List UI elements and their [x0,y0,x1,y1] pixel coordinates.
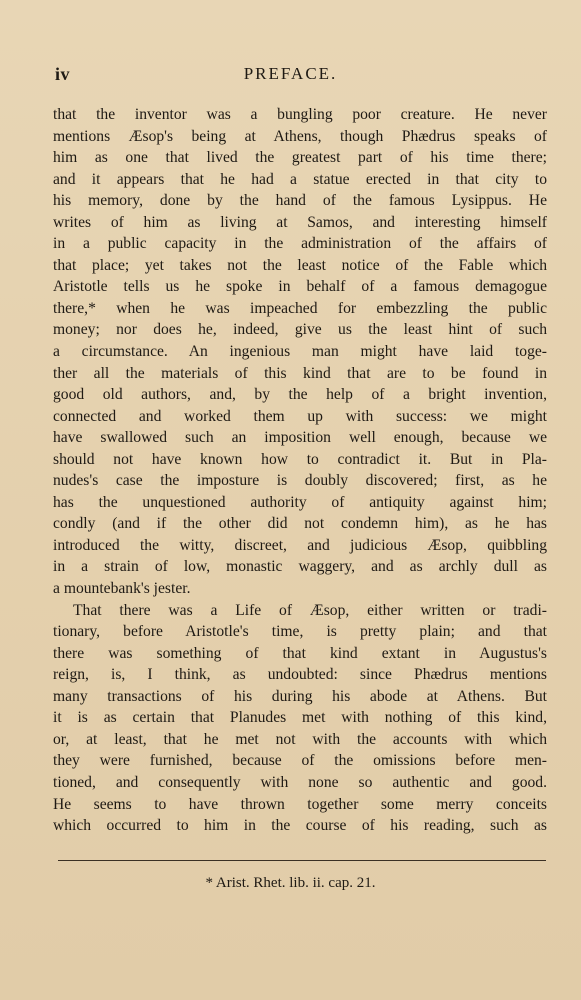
text-line: nudes's case the imposture is doubly discovered; first, as he [53,472,547,490]
page-number: iv [55,64,71,84]
footnote: * Arist. Rhet. lib. ii. cap. 21. [205,875,376,891]
text-line: writes of him as living at Samos, and interesting himself [53,213,547,231]
text-line: in a public capacity in the administration of the affairs of [53,235,547,253]
text-line: they were furnished, because of the omissions before men- [53,752,547,770]
text-line: good old authors, and, by the help of a bright invention, [53,386,547,404]
text-line: tionary, before Aristotle's time, is pretty plain; and that [53,623,547,641]
text-line: there,* when he was impeached for embezzling the public [53,299,547,317]
text-line: mentions Æsop's being at Athens, though Phædrus speaks of [53,127,547,145]
text-line: many transactions of his during his abode at Athens. But [53,687,547,705]
text-line: Aristotle tells us he spoke in behalf of a famous demagogue [53,278,547,296]
text-line: has the unquestioned authority of antiquity against him; [53,493,547,511]
text-line: his memory, done by the hand of the famous Lysippus. He [53,192,547,210]
text-line: a mountebank's jester. [53,580,191,598]
text-line: that the inventor was a bungling poor creature. He never [53,106,547,123]
text-line: in a strain of low, monastic waggery, and as archly dull as [53,558,547,576]
text-line: reign, is, I think, as undoubted: since Phædrus mentions [53,666,547,684]
text-line: a circumstance. An ingenious man might have laid toge- [53,343,547,361]
text-line: that place; yet takes not the least notice of the Fable which [53,256,547,274]
text-line: and it appears that he had a statue erected in that city to [53,170,547,188]
text-line: connected and worked them up with success: we might [53,407,547,425]
text-line: ther all the materials of this kind that are to be found in [53,364,547,382]
text-line: him as one that lived the greatest part of his time there; [53,149,547,167]
text-line: condly (and if the other did not condemn him), as he has [53,515,547,533]
text-line: introduced the witty, discreet, and judicious Æsop, quibbling [53,536,547,554]
text-line: which occurred to him in the course of his reading, such as [53,817,547,835]
text-line: He seems to have thrown together some merry conceits [53,795,547,813]
text-line: should not have known how to contradict it. But in Pla- [53,450,547,468]
body-text [53,104,547,837]
footnote-rule [58,860,546,861]
text-line: That there was a Life of Æsop, either written or tradi- [73,601,547,619]
text-line: or, at least, that he met not with the accounts with which [53,730,547,748]
text-line: there was something of that kind extant in Augustus's [53,644,547,662]
running-head: PREFACE. [243,64,338,83]
text-line: it is as certain that Planudes met with nothing of this kind, [53,709,547,727]
text-line: money; nor does he, indeed, give us the least hint of such [53,321,547,339]
text-line: tioned, and consequently with none so authentic and good. [53,773,547,791]
text-line: have swallowed such an imposition well enough, because we [53,429,547,447]
